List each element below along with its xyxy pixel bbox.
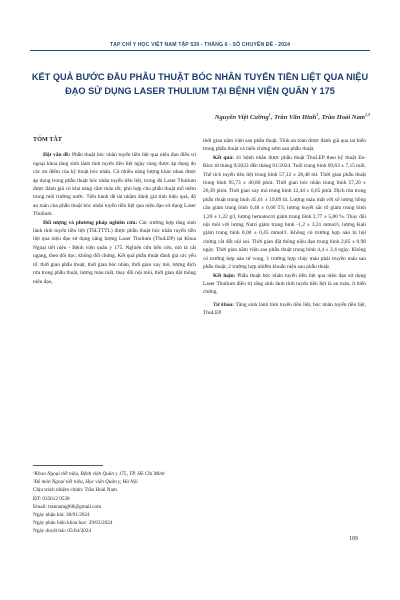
right-column: [203, 137, 366, 318]
review-date: Ngày phản biện khoa học: 29/03/2024: [33, 520, 113, 527]
footnote-divider: [33, 465, 103, 466]
received-date: Ngày nhận bài: 30/01/2024: [33, 512, 90, 519]
abstract-background: [33, 151, 196, 218]
accepted-date: Ngày duyệt bài: 05/04/2024: [33, 528, 92, 535]
affiliation-2: ²Bộ môn Ngoại tiết niệu, Học viện Quân y, Hà Nội: [33, 479, 138, 486]
keywords-text: Tăng sinh lành tính tuyến tiền liệt, bóc nhân tuyến tiền liệt, ThuLEP: [203, 301, 366, 317]
abstract-methods: [33, 219, 196, 286]
author-name: Trần Hoài Nam: [321, 114, 365, 122]
page-number: 189: [349, 536, 358, 542]
abstract-methods-continued: thời gian nằm viện sau phẫu thuật. Tính an toàn được đánh giá qua tai biến trong phẫu thuật và biến chứng sớm sau phẫu thuật.: [203, 138, 366, 153]
paragraph-text: 41 bệnh nhân được phẫu thuật ThuLEP theo kỹ thuật En-Bloc từ tháng 9/2023 đến tháng 01/2024. Tuổi trung bình 69,63 ± 7,15 tuổi. Thể tích tuyến tiền liệt trung bình 57,12 ± 28,48 ml. Thời gian phẫu thuật trung bình 95,73 ± 40,80 phút. Thời gian bóc nhân trung bình 57,20 ± 26,39 phút. Thời gian xay mô trung bình 12,44 ± 6,65 phút. Dịch rửa trong phẫu thuật trung bình 45,61 ± 19,09 lít. Lượng máu mất với số lượng hồng cầu giảm trung bình 0,48 ± 0,60 T/l, lượng huyết sắc tố giảm trung bình 1,20 ± 1,22 g/l, lượng hematocrit giảm trung bình 2,77 ± 5,80 %. Thay đổi nội môi với lượng Natri giảm trung bình -1,2 ± 3,31 mmol/l, lượng Kali giảm trung bình 0,00 ± 0,45 mmol/l. Không có trường hợp nào bị hội chứng cắt đốt nội soi. Thời gian đặt thông niệu đạo trung bình 2,85 ± 0,98 ngày. Thời gian nằm viện sau phẫu thuật trung bình 4,4 ± 2,4 ngày. Không có trường hợp nào tử vong, 1 trường hợp chảy máu phải truyền máu sau phẫu thuật, 2 trường hợp nhiễm khuẩn niệu sau phẫu thuật.: [203, 154, 366, 271]
author-list: Nguyễn Việt Cường$^1$, Trần Văn Hinh$^2$, Trần Hoài Nam$^{1,2}$: [214, 112, 370, 122]
paragraph-label: Đối tượng và phương pháp nghiên cứu:: [43, 219, 138, 226]
paragraph-text: Phẫu thuật bóc nhân tuyến tiền liệt qua niệu đạo điều trị ngoại khoa tăng sinh lành tính tuyến tiền liệt ngày càng được áp dụng do các ưu điểm của kỹ thuật bóc nhân. Có nhiều năng lượng khác nhau được áp dụng trong phẫu thuật bóc nhân tuyến tiền liệt, trong đó Laser Thulium được đánh giá có khả năng cầm máu tốt, phù hợp cho phẫu thuật mổ mềm trong môi trường nước. Tiến hành đề tài nhằm đánh giá tính hiệu quả, độ an toàn của phẫu thuật bóc nhân tuyến tiền liệt qua niệu đạo sử dụng Laser Thulium.: [33, 152, 196, 218]
keywords-label: Từ khóa:: [213, 301, 235, 308]
email: Email: trannamgl68@gmail.com: [33, 503, 102, 510]
article-title: KẾT QUẢ BƯỚC ĐẦU PHẪU THUẬT BÓC NHÂN TUYẾN TIỀN LIỆT QUA NIỆU ĐẠO SỬ DỤNG LASER THULIUM TẠI BỆNH VIỆN QUÂN Y 175: [31, 72, 369, 96]
left-column: [33, 136, 196, 286]
paragraph-text: Phẫu thuật bóc nhân tuyến tiền liệt qua niệu đạo sử dụng Laser Thulium điều trị tăng sinh lành tính tuyến tiền liệt là an toàn, ít biến chứng.: [203, 272, 366, 296]
footnotes: [33, 470, 196, 536]
abstract-conclusion: [203, 272, 366, 297]
author-name: Nguyễn Việt Cường: [214, 114, 269, 122]
author-affiliation-mark: 2: [316, 112, 319, 117]
author-affiliation-mark: 1: [268, 112, 271, 117]
paragraph-text: Các trường hợp tăng sinh lành tính tuyến tiền liệt (TSLTTTL) được phẫu thuật bóc nhân tuyến tiền liệt qua niệu đạo sử dụng năng lượng Laser Thulium (ThuLEP) tại Khoa Ngoại tiết niệu - Bệnh viện quân y 175. Nghiên cứu tiến cứu, mô tả cắt ngang, theo dõi dọc, không đối chứng. Kết quả phẫu thuật đánh giá các yếu tố: thời gian phẫu thuật, thời gian bóc nhân, thời gian xay mô, lượng dịch rửa trong phẫu thuật, lượng máu mất, thay đổi nội môi, thời gian đặt thông niệu đạo,: [33, 219, 196, 285]
corresponding-author: Chịu trách nhiệm chính: Trần Hoài Nam: [33, 487, 117, 494]
paragraph-label: Kết luận:: [213, 272, 236, 279]
header-divider: [30, 50, 370, 51]
paragraph-label: Kết quả:: [213, 154, 234, 161]
author-affiliation-mark: 1,2: [365, 112, 370, 117]
journal-header: TẠP CHÍ Y HỌC VIỆT NAM TẬP 539 - THÁNG 6 - SỐ CHUYÊN ĐỀ - 2024: [109, 42, 291, 48]
phone: ĐT: 035612 9538: [33, 495, 70, 502]
abstract-results: [203, 154, 366, 272]
affiliation-1: ¹Khoa Ngoại tiết niệu, Bệnh viện Quân y 175, TP. Hồ Chí Minh: [33, 471, 165, 477]
abstract-heading: TÓM TẮT: [33, 136, 62, 143]
paragraph-label: Đặt vấn đề:: [43, 152, 71, 159]
keywords: [203, 301, 366, 318]
author-name: Trần Văn Hinh: [274, 114, 317, 122]
